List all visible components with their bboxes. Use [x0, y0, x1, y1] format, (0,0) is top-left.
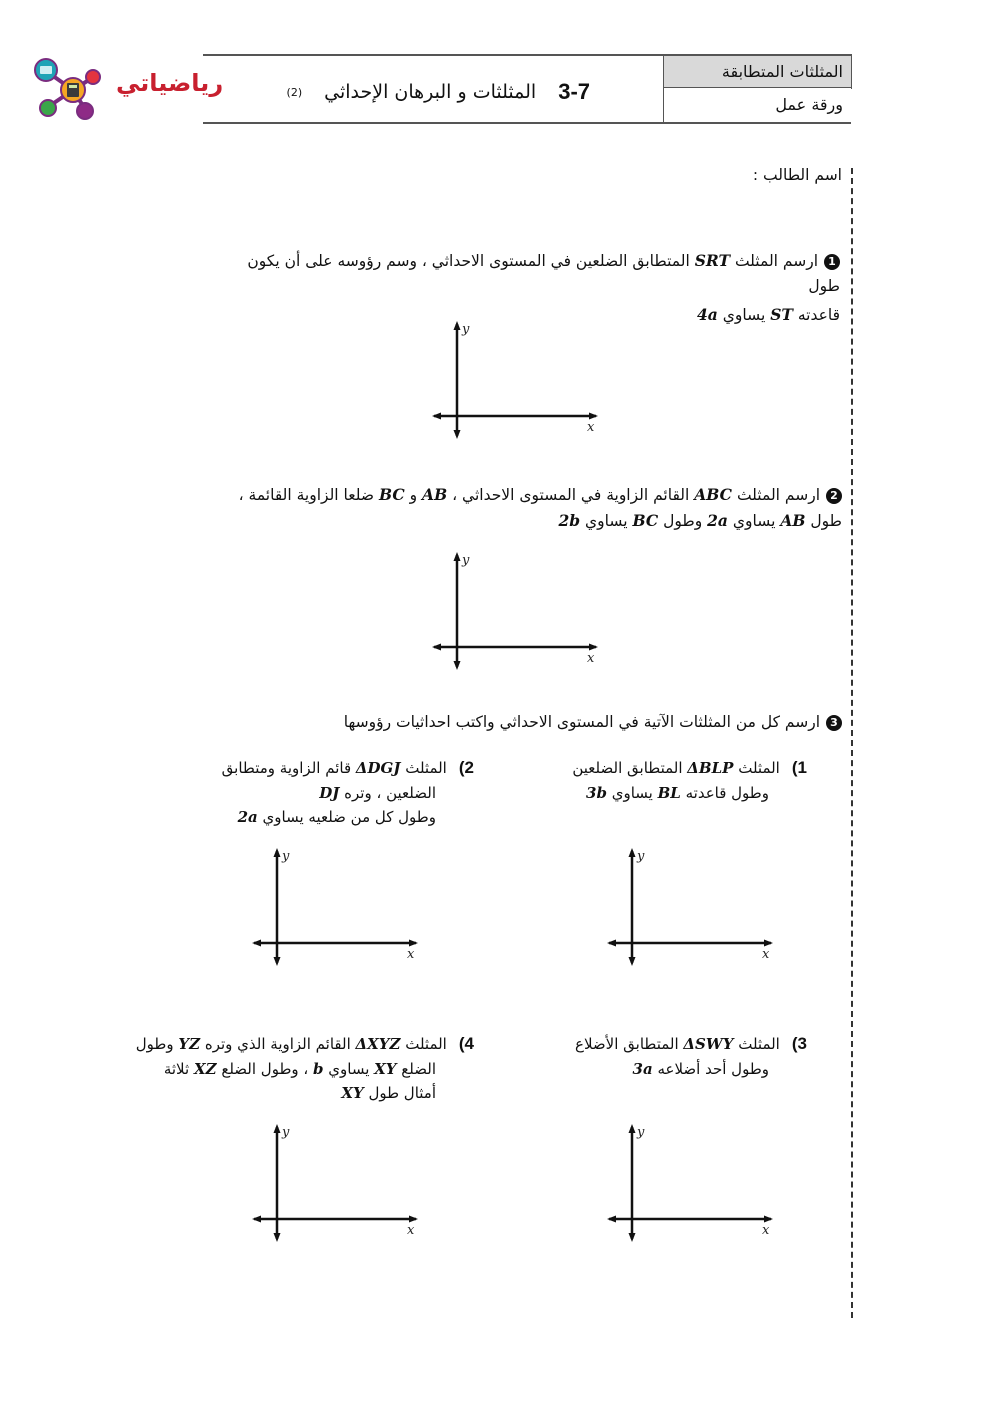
text: المتطابق الضلعين في المستوى الاحداثي ، وسم رؤوسه على أن يكون طول [247, 252, 840, 295]
x-axis-label: x [407, 1223, 415, 1238]
math-dj: DJ [319, 783, 340, 802]
x-axis-left-arrow-icon [432, 644, 441, 651]
text: يساوي [717, 306, 771, 324]
y-axis-down-arrow-icon [274, 1233, 281, 1242]
text: يساوي [727, 512, 781, 530]
lesson-number: 3-7 [558, 79, 590, 104]
text: و [404, 486, 423, 504]
bullet-2-icon: 2 [826, 488, 842, 504]
math-blp: ΔBLP [687, 759, 734, 777]
math-bl: BL [657, 783, 681, 802]
text: المثلث [733, 759, 780, 777]
x-axis-right-arrow-icon [409, 940, 418, 947]
x-axis-left-arrow-icon [607, 1216, 616, 1223]
text: القائم الزاوية في المستوى الاحداثي ، [447, 486, 695, 504]
text: يساوي [580, 512, 633, 530]
logo-text: رياضياتي [116, 69, 224, 97]
math-ab: AB [780, 511, 806, 530]
x-axis-right-arrow-icon [764, 1216, 773, 1223]
sub-question-index: 1) [791, 758, 807, 777]
y-axis-label: y [282, 1125, 290, 1140]
text: وطول [658, 512, 708, 530]
math-b: b [313, 1059, 324, 1078]
math-srt: SRT [694, 251, 731, 270]
math-abc: ABC [694, 485, 733, 504]
y-axis-up-arrow-icon [454, 552, 461, 561]
y-axis-down-arrow-icon [454, 661, 461, 670]
lesson-title: المثلثات و البرهان الإحداثي [324, 81, 537, 103]
bullet-3-icon: 3 [826, 715, 842, 731]
text: طول [805, 512, 842, 530]
header-bottom-rule [203, 122, 851, 124]
math-bc: BC [632, 511, 659, 530]
math-dgj: ΔDGJ [355, 759, 401, 777]
text: المثلث [733, 1035, 780, 1053]
text: الضلعين ، وتره [339, 783, 436, 802]
student-name-label[interactable]: اسم الطالب : [752, 166, 842, 184]
math-2b: 2b [558, 511, 581, 530]
text: قاعدته [792, 306, 840, 324]
x-axis-left-arrow-icon [252, 940, 261, 947]
x-axis-right-arrow-icon [589, 644, 598, 651]
axes-question-2[interactable] [432, 551, 602, 676]
x-axis-label: x [407, 947, 415, 962]
lesson-title-block [260, 76, 590, 108]
axes-question-1[interactable] [432, 320, 602, 445]
y-axis-down-arrow-icon [274, 957, 281, 966]
x-axis-left-arrow-icon [252, 1216, 261, 1223]
x-axis-label: x [587, 420, 595, 435]
y-axis-up-arrow-icon [629, 1124, 636, 1133]
y-axis-up-arrow-icon [274, 848, 281, 857]
math-swy: ΔSWY [683, 1035, 734, 1053]
math-xyz: ΔXYZ [355, 1035, 401, 1053]
math-2a: 2a [707, 511, 728, 530]
text: ، وطول الضلع [216, 1059, 314, 1078]
text: قائم الزاوية ومتطابق [221, 759, 356, 777]
text: ارسم كل من المثلثات الآتية في المستوى الاحداثي واكتب احداثيات رؤوسها [343, 713, 820, 731]
y-axis-label: y [637, 849, 645, 864]
text: وطول كل من ضلعيه يساوي [257, 808, 436, 826]
text: المثلث [400, 1035, 447, 1053]
y-axis-down-arrow-icon [454, 430, 461, 439]
text: ضلعا الزاوية القائمة ، [238, 486, 379, 504]
x-axis-right-arrow-icon [764, 940, 773, 947]
question-2-line-1 [202, 482, 842, 508]
question-2 [202, 482, 842, 534]
logo [30, 55, 224, 125]
worksheet-type: ورقة عمل [775, 95, 843, 114]
text: المثلث [400, 759, 447, 777]
sub-question-index: 4) [458, 1034, 474, 1053]
y-axis-down-arrow-icon [629, 957, 636, 966]
sub-question-index: 2) [458, 758, 474, 777]
math-2a: 2a [237, 808, 258, 826]
question-3 [282, 710, 842, 735]
text: القائم الزاوية الذي وتره [200, 1035, 356, 1053]
text: الضلع [396, 1059, 436, 1078]
math-yz: YZ [178, 1035, 201, 1053]
question-2-line-2 [202, 508, 842, 534]
math-bc: BC [378, 485, 405, 504]
x-axis-right-arrow-icon [589, 413, 598, 420]
axes-sub-question-3[interactable] [607, 1123, 777, 1248]
axes-sub-question-4[interactable] [252, 1123, 422, 1248]
sub-question-3 [547, 1032, 807, 1081]
x-axis-label: x [762, 1223, 770, 1238]
y-axis-up-arrow-icon [274, 1124, 281, 1133]
axes-sub-question-1[interactable] [607, 847, 777, 972]
x-axis-left-arrow-icon [432, 413, 441, 420]
axes-sub-question-2[interactable] [252, 847, 422, 972]
y-axis-label: y [462, 553, 470, 568]
text: ارسم المثلث [732, 486, 820, 504]
lesson-part: (2) [286, 85, 303, 99]
sub-question-2 [214, 756, 474, 830]
text: يساوي [323, 1059, 375, 1078]
dashed-margin-line [851, 168, 853, 1318]
math-ab: AB [422, 485, 448, 504]
text: وطول [135, 1035, 179, 1053]
math-4a: 4a [697, 305, 718, 324]
sub-question-index: 3) [791, 1034, 807, 1053]
question-1 [220, 248, 840, 328]
bullet-1-icon: 1 [824, 254, 840, 270]
math-xz: XZ [193, 1059, 217, 1078]
y-axis-up-arrow-icon [629, 848, 636, 857]
y-axis-label: y [637, 1125, 645, 1140]
question-1-line-1 [220, 248, 840, 299]
y-axis-up-arrow-icon [454, 321, 461, 330]
x-axis-label: x [762, 947, 770, 962]
x-axis-label: x [587, 651, 595, 666]
math-xy: XY [374, 1059, 397, 1078]
math-st: ST [770, 305, 793, 324]
unit-name: المثلثات المتطابقة [664, 56, 851, 87]
header-cell-divider [664, 87, 851, 88]
math-3a: 3a [632, 1059, 653, 1078]
math-3b: 3b [586, 783, 607, 802]
text: المتطابق الأضلاع [575, 1035, 684, 1053]
x-axis-right-arrow-icon [409, 1216, 418, 1223]
y-axis-down-arrow-icon [629, 1233, 636, 1242]
text: ارسم المثلث [730, 252, 818, 270]
text: يساوي [606, 783, 658, 802]
text: أمثال طول [363, 1084, 436, 1102]
y-axis-label: y [462, 322, 470, 337]
sub-question-4 [134, 1032, 474, 1106]
x-axis-left-arrow-icon [607, 940, 616, 947]
text: المتطابق الضلعين [572, 759, 688, 777]
text: وطول قاعدته [680, 783, 769, 802]
math-xy: XY [341, 1084, 364, 1102]
sub-question-1 [547, 756, 807, 805]
header-right-edge [851, 54, 852, 89]
text: وطول أحد أضلاعه [652, 1059, 769, 1078]
y-axis-label: y [282, 849, 290, 864]
text: ثلاثة [163, 1059, 194, 1078]
